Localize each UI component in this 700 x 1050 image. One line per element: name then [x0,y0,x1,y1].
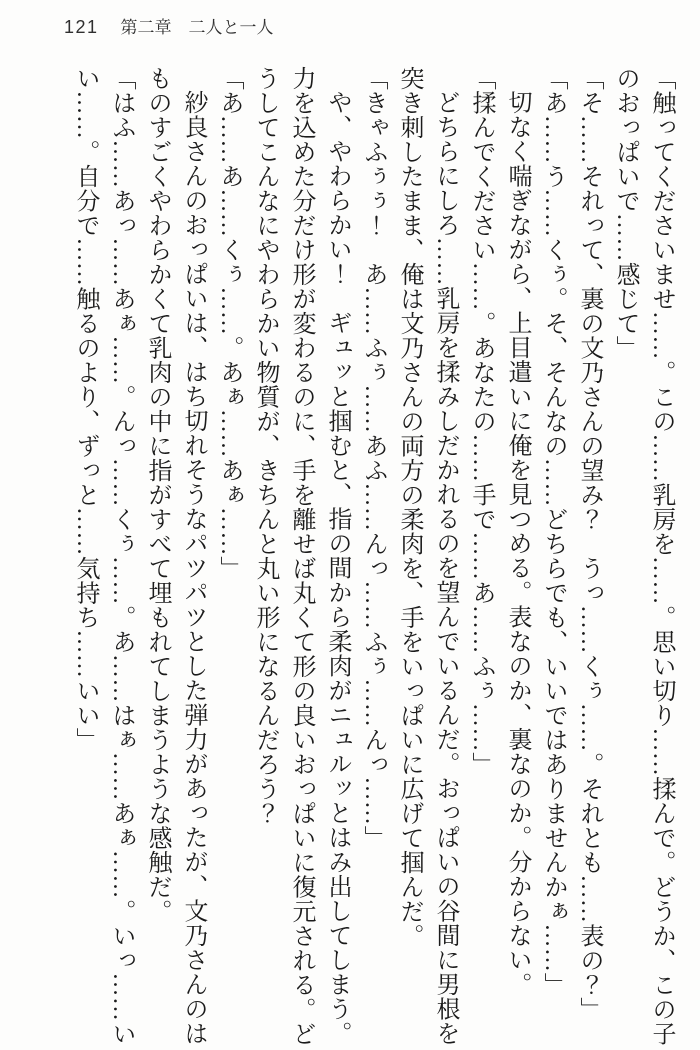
body-text [67,66,679,1050]
text-column: 突き刺したまま、俺は文乃さんの両方の柔肉を、手をいっぱいに広げて掴んだ。 [396,66,422,948]
running-head [64,13,274,38]
text-column: ものすごくやわらかくて乳肉の中に指がすべて埋もれてしまうような感触だ。 [144,66,170,924]
text-column: 力を込めた分だけ形が変わるのに、手を離せば丸くて形の良いおっぱいに復元される。ど [288,66,314,1046]
text-column: 「あ……あ……くぅ……。あぁ……あぁ……」 [216,66,242,581]
text-column: 切なく喘ぎながら、上目遣いに俺を見つめる。表なのか、裏なのか。分からない。 [504,90,530,997]
text-column: うしてこんなにやわらかい物質が、きちんと丸い形になるんだろう？ [252,66,278,826]
chapter-title: 第二章 二人と一人 [120,18,274,37]
text-column: 紗良さんのおっぱいは、はち切れそうなパツパツとした弾力があったが、文乃さんのは [180,90,206,1046]
text-column: い……。自分で……触るのより、ずっと……気持ち……いい」 [72,66,98,752]
text-column: 「触ってくださいませ……。この……乳房を……。思い切り……揉んで。どうか、この子 [648,66,674,1046]
text-column: や、やわらかい！ ギュッと掴むと、指の間から柔肉がニュルッとはみ出してしまう。 [324,90,350,1046]
text-column: 「はふ……あっ……あぁ……。んっ……くぅ……。あ……はぁ……あぁ……。いっ……い [108,66,134,1046]
text-column: 「あ……う……くぅ。そ、そんなの……どちらでも、いいではありませんかぁ……」 [540,66,566,997]
text-column: 「揉んでください……。あなたの……手で……あ……ふぅ……」 [468,66,494,777]
text-column: 「そ……それって、裏の文乃さんの望み？ うっ……くぅ……。それとも……表の？」 [576,66,602,1022]
text-column: 「きゃふぅぅ！ あ……ふぅ……あふ……んっ……ふぅ……んっ……」 [360,66,386,850]
page-number: 121 [64,17,99,37]
text-column: のおっぱいで……感じて」 [612,66,638,360]
text-column: どちらにしろ……乳房を揉みしだかれるのを望んでいるんだ。おっぱいの谷間に男根を [432,90,458,1046]
